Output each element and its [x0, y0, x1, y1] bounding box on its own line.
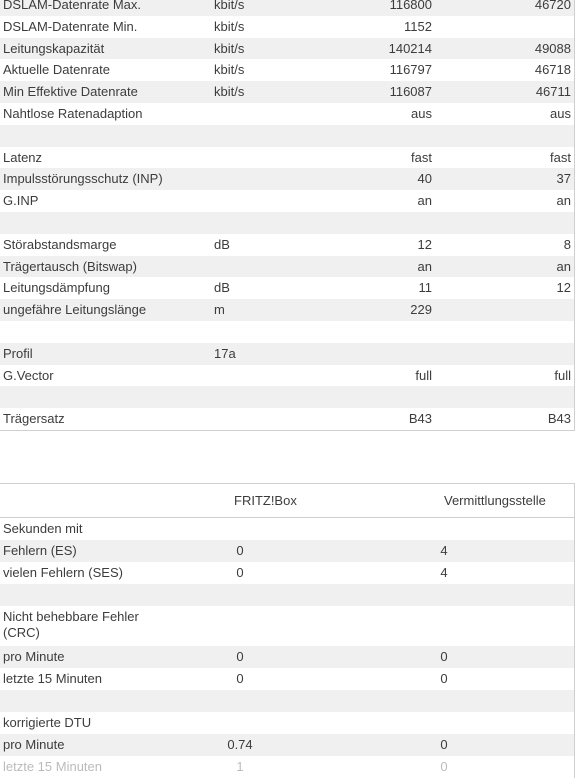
row-fritzbox-value: 0.74 — [227, 737, 253, 752]
table-row — [0, 540, 574, 562]
row-label: G.Vector — [3, 367, 54, 383]
row-label: ungefähre Leitungslänge — [3, 302, 147, 318]
row-label: vielen Fehlern (SES) — [3, 565, 123, 580]
table-row — [0, 690, 574, 712]
row-upstream: 49088 — [534, 40, 571, 56]
row-unit: kbit/s — [214, 18, 245, 34]
table-row — [0, 518, 574, 540]
row-downstream: an — [417, 258, 432, 274]
table-row — [0, 103, 574, 125]
row-downstream: 12 — [417, 236, 432, 252]
row-label: DSLAM-Datenrate Min. — [3, 18, 138, 34]
row-unit: 17a — [214, 345, 236, 361]
row-upstream: an — [556, 193, 571, 209]
row-label: Trägertausch (Bitswap) — [3, 258, 137, 274]
row-fritzbox-value: 1 — [236, 759, 244, 774]
row-label: Fehlern (ES) — [3, 543, 77, 558]
row-upstream: 46711 — [535, 84, 571, 100]
row-label: letzte 15 Minuten — [3, 759, 103, 774]
table-row — [0, 38, 574, 60]
table-row — [0, 0, 574, 16]
row-fritzbox-value: 0 — [236, 543, 244, 558]
row-exchange-value: 4 — [440, 543, 448, 558]
row-fritzbox-value: 0 — [236, 565, 244, 580]
table-row — [0, 646, 574, 668]
table-row — [0, 190, 574, 212]
row-downstream: 116087 — [389, 84, 432, 100]
row-fritzbox-value: 0 — [236, 671, 244, 686]
row-downstream: 40 — [417, 171, 432, 187]
row-label: Latenz — [3, 149, 43, 165]
table-row — [0, 321, 574, 343]
row-upstream: full — [554, 367, 571, 383]
row-upstream: an — [556, 258, 571, 274]
table-row — [0, 168, 574, 190]
row-downstream: 1152 — [404, 18, 432, 34]
row-downstream: B43 — [408, 411, 432, 427]
row-upstream: 37 — [556, 171, 571, 187]
row-label: pro Minute — [3, 649, 65, 664]
row-label: Impulsstörungsschutz (INP) — [3, 171, 163, 187]
table-row — [0, 668, 574, 690]
row-label: pro Minute — [3, 737, 65, 752]
row-label: DSLAM-Datenrate Max. — [3, 0, 141, 12]
row-exchange-value: 0 — [440, 737, 448, 752]
table-row — [0, 16, 574, 38]
table-row — [0, 386, 574, 408]
row-label: Trägersatz — [3, 411, 65, 427]
row-label: Sekunden mit — [3, 521, 83, 536]
table-row — [0, 81, 574, 103]
row-exchange-value: 0 — [440, 671, 448, 686]
row-exchange-value: 0 — [440, 649, 448, 664]
row-unit: kbit/s — [214, 40, 245, 56]
row-downstream: fast — [411, 149, 432, 165]
table-row — [0, 256, 574, 278]
row-unit: kbit/s — [214, 84, 245, 100]
row-downstream: 116800 — [389, 0, 432, 12]
row-label: korrigierte DTU — [3, 715, 92, 730]
table-row — [0, 277, 574, 299]
table-row — [0, 408, 574, 430]
table-row — [0, 606, 574, 646]
row-label: Leitungskapazität — [3, 40, 105, 56]
row-upstream: 46718 — [534, 62, 571, 78]
row-exchange-value: 0 — [440, 759, 448, 774]
error-table-header — [0, 484, 574, 518]
row-label: Profil — [3, 345, 33, 361]
row-unit: m — [214, 302, 225, 318]
table-row — [0, 734, 574, 756]
table-row — [0, 212, 574, 234]
table-row — [0, 584, 574, 606]
row-label: Störabstandsmarge — [3, 236, 117, 252]
row-unit: dB — [214, 280, 230, 296]
row-downstream: full — [415, 367, 432, 383]
table-row — [0, 365, 574, 387]
row-downstream: an — [417, 193, 432, 209]
row-label: Min Effektive Datenrate — [3, 84, 138, 100]
row-label: Leitungsdämpfung — [3, 280, 110, 296]
table-row — [0, 712, 574, 734]
table-row — [0, 562, 574, 584]
table-row — [0, 147, 574, 169]
row-unit: kbit/s — [214, 0, 245, 12]
row-exchange-value: 4 — [440, 565, 448, 580]
row-unit: kbit/s — [214, 62, 245, 78]
table-row — [0, 234, 574, 256]
row-label: Nahtlose Ratenadaption — [3, 105, 143, 121]
table-row — [0, 125, 574, 147]
row-upstream: 46720 — [534, 0, 571, 12]
row-upstream: 8 — [563, 236, 571, 252]
row-downstream: aus — [411, 105, 432, 121]
row-upstream: fast — [550, 149, 571, 165]
row-fritzbox-value: 0 — [236, 649, 244, 664]
row-upstream: aus — [550, 105, 571, 121]
table-row — [0, 59, 574, 81]
row-downstream: 11 — [418, 280, 432, 296]
row-downstream: 140214 — [388, 40, 432, 56]
row-unit: dB — [214, 236, 230, 252]
header-fritzbox: FRITZ!Box — [234, 493, 297, 508]
row-label: G.INP — [3, 193, 39, 209]
row-label: Nicht behebbare Fehler (CRC) — [3, 609, 139, 640]
row-upstream: B43 — [547, 411, 571, 427]
row-label: Aktuelle Datenrate — [3, 62, 110, 78]
row-downstream: 116797 — [389, 62, 432, 78]
row-upstream: 12 — [556, 280, 571, 296]
table-row — [0, 343, 574, 365]
row-label: letzte 15 Minuten — [3, 671, 103, 686]
header-vermittlungsstelle: Vermittlungsstelle — [444, 493, 546, 508]
error-stats-table — [0, 483, 575, 778]
table-row — [0, 299, 574, 321]
row-downstream: 229 — [410, 302, 432, 318]
